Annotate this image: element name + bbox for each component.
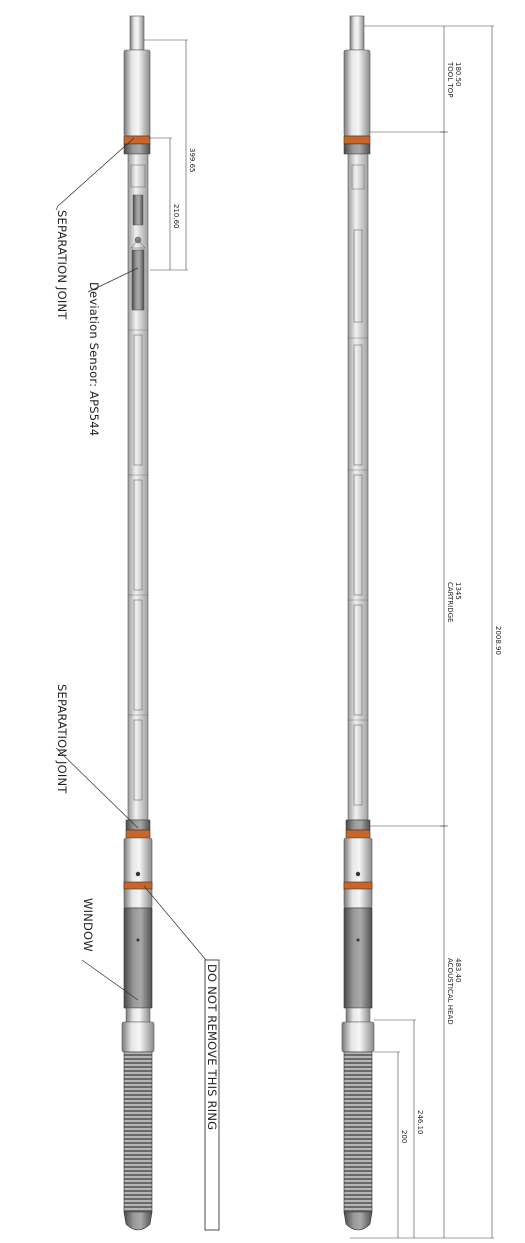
left-top-connector [130, 16, 144, 50]
right-tool [342, 16, 374, 1230]
right-top-sub [344, 50, 370, 136]
right-threaded-nose [344, 1052, 372, 1212]
right-orange-ring-2 [346, 830, 370, 838]
dim-acoustical-head-name: ACOUSTICAL HEAD [446, 958, 454, 1025]
right-top-connector [350, 16, 364, 50]
label-window: WINDOW [81, 898, 95, 952]
left-top-sub [124, 50, 150, 136]
label-do-not-remove-box [205, 960, 219, 1230]
dim-tool-top-value: 180.50 [454, 62, 462, 87]
left-dimensions [144, 40, 196, 270]
left-tool [122, 16, 154, 1230]
dim-cartridge-name: CARTRIDGE [446, 582, 454, 623]
dim-cartridge-value: 1345 [454, 582, 462, 600]
dim-200: 200 [400, 1130, 408, 1144]
dim-246-10: 246.10 [416, 1110, 424, 1135]
dim-210-60: 210.60 [172, 204, 180, 229]
right-dimensions [350, 26, 502, 1238]
label-separation-joint-bottom: SEPARATION JOINT [55, 684, 69, 794]
dim-399-65: 399.65 [188, 148, 196, 173]
left-orange-ring-1 [124, 136, 150, 144]
dim-overall-value: 2008.90 [494, 626, 502, 655]
left-orange-ring-2 [126, 830, 150, 838]
dim-acoustical-head-value: 483.40 [454, 958, 462, 983]
right-orange-ring-1 [344, 136, 370, 144]
dim-tool-top-name: TOOL TOP [446, 62, 454, 98]
left-orange-ring-3 [124, 882, 152, 889]
label-do-not-remove: DO NOT REMOVE THIS RING [205, 964, 219, 1131]
label-deviation-sensor: Deviation Sensor: APS544 [87, 282, 101, 437]
label-separation-joint-top: SEPARATION JOINT [55, 210, 69, 320]
left-threaded-nose [124, 1052, 152, 1212]
right-orange-ring-3 [344, 882, 372, 889]
